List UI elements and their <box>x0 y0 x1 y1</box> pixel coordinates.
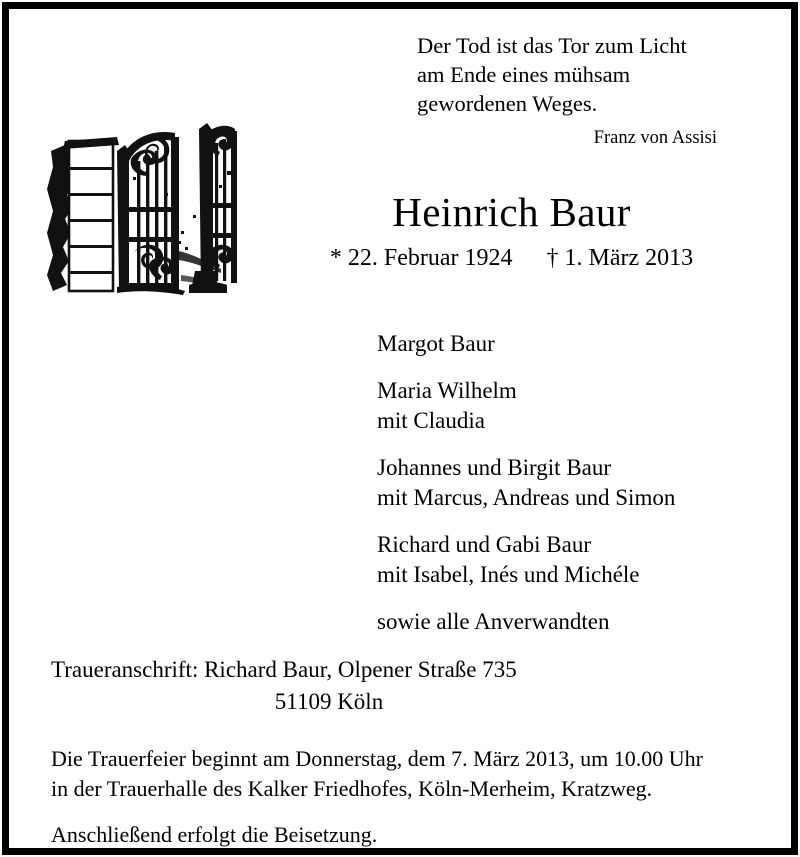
open-gate-icon <box>45 115 237 297</box>
ceremony-details-block <box>51 744 771 850</box>
survivor-line: mit Claudia <box>377 408 485 433</box>
quote-line-1: Der Tod ist das Tor zum Licht <box>417 33 687 58</box>
deceased-dates <box>239 243 784 274</box>
deceased-name: Heinrich Baur <box>392 189 631 235</box>
quote-block <box>417 31 717 150</box>
survivor-group <box>377 376 777 436</box>
ceremony-line: Die Trauerfeier beginnt am Donnerstag, dem 7. März 2013, um 10.00 Uhr <box>51 746 703 771</box>
notice-content-area <box>9 9 791 848</box>
quote-author: Franz von Assisi <box>593 128 717 148</box>
survivor-line: mit Isabel, Inés und Michéle <box>377 562 640 587</box>
survivor-group <box>377 530 777 590</box>
quote-line-2: am Ende eines mühsam <box>417 62 631 87</box>
ceremony-line: in der Trauerhalle des Kalker Friedhofes, Köln-Merheim, Kratzweg. <box>51 776 653 801</box>
mourning-address-line-1: Traueranschrift: Richard Baur, Olpener Straße 735 <box>51 657 517 682</box>
deceased-block <box>239 187 784 274</box>
survivors-block <box>377 329 777 637</box>
mourning-address-block <box>51 654 607 718</box>
survivor-line: sowie alle Anverwandten <box>377 609 610 634</box>
survivor-line: Johannes und Birgit Baur <box>377 455 612 480</box>
survivor-line: Richard und Gabi Baur <box>377 532 591 557</box>
birth-date: * 22. Februar 1924 <box>329 245 513 271</box>
notice-black-border <box>2 2 798 855</box>
mourning-address-line-2: 51109 Köln <box>274 689 384 714</box>
quote-line-3: gewordenen Weges. <box>417 91 598 116</box>
death-date: † 1. März 2013 <box>546 245 694 271</box>
survivor-line: Maria Wilhelm <box>377 378 517 403</box>
survivor-line: Margot Baur <box>377 331 495 356</box>
ceremony-paragraph <box>51 820 771 850</box>
survivor-line: mit Marcus, Andreas und Simon <box>377 485 676 510</box>
ceremony-paragraph <box>51 744 771 804</box>
survivor-group <box>377 607 777 637</box>
survivor-group <box>377 453 777 513</box>
survivor-group <box>377 329 777 359</box>
ceremony-line: Anschließend erfolgt die Beisetzung. <box>51 822 378 847</box>
